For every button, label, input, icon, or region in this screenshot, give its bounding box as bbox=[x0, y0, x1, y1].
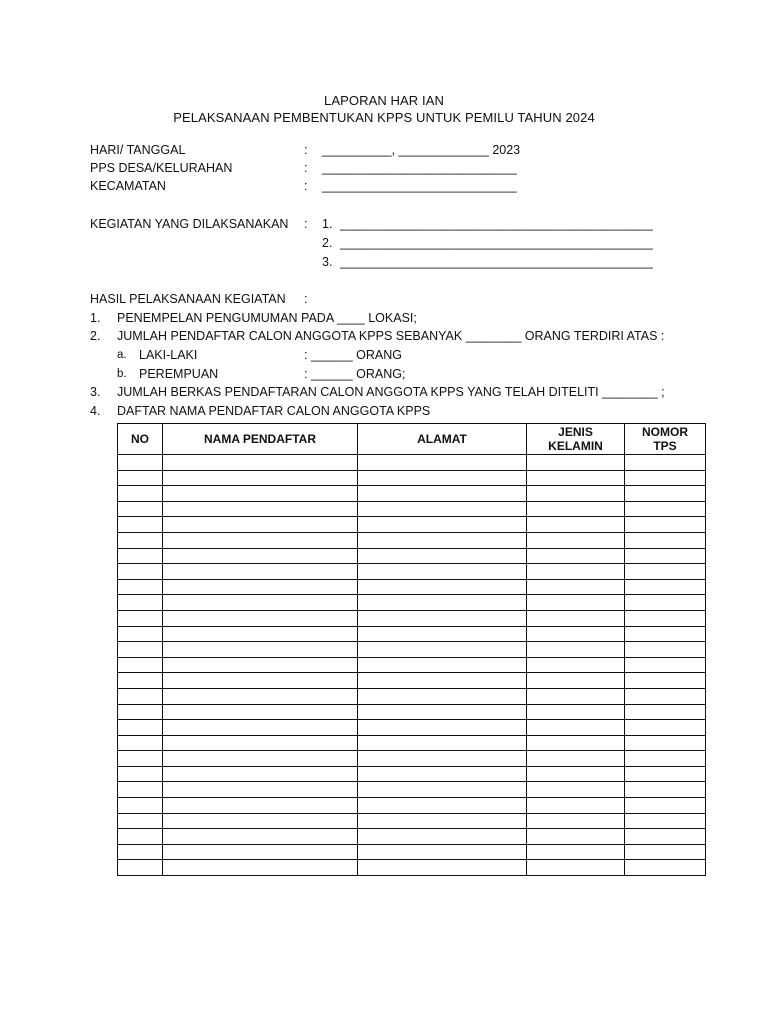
cell-jenis-kelamin[interactable] bbox=[527, 642, 625, 658]
cell-no[interactable] bbox=[118, 813, 163, 829]
sub-label: PEREMPUAN bbox=[139, 367, 219, 381]
cell-nama[interactable] bbox=[163, 517, 358, 533]
table-row bbox=[118, 688, 706, 704]
cell-nomor-tps[interactable] bbox=[625, 642, 706, 658]
cell-nama[interactable] bbox=[163, 688, 358, 704]
report-title: LAPORAN HAR IAN bbox=[324, 93, 444, 108]
cell-alamat[interactable] bbox=[358, 844, 527, 860]
cell-no[interactable] bbox=[118, 829, 163, 845]
cell-alamat[interactable] bbox=[358, 470, 527, 486]
cell-alamat[interactable] bbox=[358, 486, 527, 502]
cell-no[interactable] bbox=[118, 595, 163, 611]
sub-letter: a. bbox=[117, 349, 127, 361]
table-row bbox=[118, 626, 706, 642]
field-value-blank[interactable]: __________, _____________ 2023 bbox=[322, 143, 521, 157]
cell-nomor-tps[interactable] bbox=[625, 688, 706, 704]
table-row bbox=[118, 844, 706, 860]
cell-no[interactable] bbox=[118, 564, 163, 580]
cell-alamat[interactable] bbox=[358, 532, 527, 548]
cell-alamat[interactable] bbox=[358, 704, 527, 720]
cell-nama[interactable] bbox=[163, 829, 358, 845]
cell-no[interactable] bbox=[118, 579, 163, 595]
activity-number: 1. bbox=[322, 217, 333, 231]
cell-jenis-kelamin[interactable] bbox=[527, 532, 625, 548]
cell-jenis-kelamin[interactable] bbox=[527, 829, 625, 845]
cell-nama[interactable] bbox=[163, 860, 358, 876]
cell-alamat[interactable] bbox=[358, 688, 527, 704]
cell-alamat[interactable] bbox=[358, 501, 527, 517]
cell-nomor-tps[interactable] bbox=[625, 455, 706, 471]
cell-nama[interactable] bbox=[163, 782, 358, 798]
cell-alamat[interactable] bbox=[358, 626, 527, 642]
cell-alamat[interactable] bbox=[358, 829, 527, 845]
cell-jenis-kelamin[interactable] bbox=[527, 782, 625, 798]
cell-nama[interactable] bbox=[163, 813, 358, 829]
result-text: JUMLAH PENDAFTAR CALON ANGGOTA KPPS SEBANYAK ________ ORANG TERDIRI ATAS : bbox=[117, 329, 665, 343]
cell-no[interactable] bbox=[118, 766, 163, 782]
header-line: KELAMIN bbox=[548, 439, 603, 453]
cell-nomor-tps[interactable] bbox=[625, 720, 706, 736]
cell-jenis-kelamin[interactable] bbox=[527, 720, 625, 736]
table-row bbox=[118, 501, 706, 517]
table-row bbox=[118, 735, 706, 751]
cell-jenis-kelamin[interactable] bbox=[527, 751, 625, 767]
cell-no[interactable] bbox=[118, 844, 163, 860]
cell-nomor-tps[interactable] bbox=[625, 579, 706, 595]
cell-alamat[interactable] bbox=[358, 455, 527, 471]
field-label: KECAMATAN bbox=[90, 179, 166, 193]
cell-nomor-tps[interactable] bbox=[625, 751, 706, 767]
cell-jenis-kelamin[interactable] bbox=[527, 626, 625, 642]
table-row bbox=[118, 860, 706, 876]
cell-nama[interactable] bbox=[163, 798, 358, 814]
cell-nama[interactable] bbox=[163, 657, 358, 673]
activity-number: 2. bbox=[322, 236, 333, 250]
result-text: DAFTAR NAMA PENDAFTAR CALON ANGGOTA KPPS bbox=[117, 404, 431, 418]
table-row bbox=[118, 564, 706, 580]
field-value-blank[interactable]: ____________________________ bbox=[322, 179, 517, 193]
result-text: PENEMPELAN PENGUMUMAN PADA ____ LOKASI; bbox=[117, 311, 417, 325]
cell-nama[interactable] bbox=[163, 610, 358, 626]
cell-nama[interactable] bbox=[163, 673, 358, 689]
results-colon: : bbox=[304, 292, 308, 306]
sub-label: LAKI-LAKI bbox=[139, 348, 198, 362]
table-row bbox=[118, 766, 706, 782]
cell-jenis-kelamin[interactable] bbox=[527, 486, 625, 502]
cell-nomor-tps[interactable] bbox=[625, 564, 706, 580]
cell-jenis-kelamin[interactable] bbox=[527, 844, 625, 860]
cell-nama[interactable] bbox=[163, 564, 358, 580]
cell-nama[interactable] bbox=[163, 470, 358, 486]
cell-nomor-tps[interactable] bbox=[625, 626, 706, 642]
table-row bbox=[118, 486, 706, 502]
cell-no[interactable] bbox=[118, 798, 163, 814]
field-colon: : bbox=[304, 179, 308, 193]
cell-nama[interactable] bbox=[163, 720, 358, 736]
cell-no[interactable] bbox=[118, 642, 163, 658]
cell-no[interactable] bbox=[118, 532, 163, 548]
cell-nomor-tps[interactable] bbox=[625, 844, 706, 860]
cell-nomor-tps[interactable] bbox=[625, 595, 706, 611]
table-row bbox=[118, 673, 706, 689]
cell-no[interactable] bbox=[118, 470, 163, 486]
cell-nama[interactable] bbox=[163, 486, 358, 502]
cell-no[interactable] bbox=[118, 720, 163, 736]
sub-letter: b. bbox=[117, 368, 127, 380]
cell-nomor-tps[interactable] bbox=[625, 798, 706, 814]
cell-jenis-kelamin[interactable] bbox=[527, 860, 625, 876]
cell-nomor-tps[interactable] bbox=[625, 548, 706, 564]
table-row bbox=[118, 657, 706, 673]
cell-alamat[interactable] bbox=[358, 860, 527, 876]
table-row bbox=[118, 548, 706, 564]
col-header-no: NO bbox=[118, 424, 163, 455]
cell-jenis-kelamin[interactable] bbox=[527, 704, 625, 720]
cell-no[interactable] bbox=[118, 735, 163, 751]
cell-alamat[interactable] bbox=[358, 766, 527, 782]
activity-blank[interactable]: _____________________________________________ bbox=[340, 255, 653, 269]
header-line: JENIS bbox=[558, 425, 593, 439]
cell-alamat[interactable] bbox=[358, 813, 527, 829]
table-row bbox=[118, 704, 706, 720]
cell-nama[interactable] bbox=[163, 735, 358, 751]
cell-nama[interactable] bbox=[163, 704, 358, 720]
cell-jenis-kelamin[interactable] bbox=[527, 610, 625, 626]
sub-value-blank[interactable]: : ______ ORANG bbox=[304, 348, 402, 362]
cell-jenis-kelamin[interactable] bbox=[527, 564, 625, 580]
cell-jenis-kelamin[interactable] bbox=[527, 798, 625, 814]
cell-nomor-tps[interactable] bbox=[625, 829, 706, 845]
activity-blank[interactable]: _____________________________________________ bbox=[340, 217, 653, 231]
cell-alamat[interactable] bbox=[358, 657, 527, 673]
field-value-blank[interactable]: ____________________________ bbox=[322, 161, 517, 175]
cell-alamat[interactable] bbox=[358, 595, 527, 611]
cell-jenis-kelamin[interactable] bbox=[527, 470, 625, 486]
cell-nama[interactable] bbox=[163, 501, 358, 517]
table-row bbox=[118, 720, 706, 736]
field-colon: : bbox=[304, 143, 308, 157]
table-row bbox=[118, 642, 706, 658]
cell-nama[interactable] bbox=[163, 548, 358, 564]
cell-nomor-tps[interactable] bbox=[625, 517, 706, 533]
col-header-nomor-tps bbox=[625, 424, 706, 455]
activities-label: KEGIATAN YANG DILAKSANAKAN bbox=[90, 217, 289, 231]
cell-alamat[interactable] bbox=[358, 751, 527, 767]
cell-alamat[interactable] bbox=[358, 642, 527, 658]
cell-alamat[interactable] bbox=[358, 720, 527, 736]
cell-no[interactable] bbox=[118, 782, 163, 798]
cell-jenis-kelamin[interactable] bbox=[527, 548, 625, 564]
cell-nama[interactable] bbox=[163, 579, 358, 595]
table-row bbox=[118, 813, 706, 829]
result-number: 1. bbox=[90, 311, 101, 325]
cell-nomor-tps[interactable] bbox=[625, 673, 706, 689]
cell-no[interactable] bbox=[118, 455, 163, 471]
cell-alamat[interactable] bbox=[358, 798, 527, 814]
cell-nama[interactable] bbox=[163, 532, 358, 548]
cell-no[interactable] bbox=[118, 688, 163, 704]
table-row bbox=[118, 595, 706, 611]
table-row bbox=[118, 517, 706, 533]
cell-nomor-tps[interactable] bbox=[625, 766, 706, 782]
result-text: JUMLAH BERKAS PENDAFTARAN CALON ANGGOTA KPPS YANG TELAH DITELITI ________ ; bbox=[117, 385, 665, 399]
cell-jenis-kelamin[interactable] bbox=[527, 688, 625, 704]
col-header-alamat: ALAMAT bbox=[358, 424, 527, 455]
activity-number: 3. bbox=[322, 255, 333, 269]
cell-jenis-kelamin[interactable] bbox=[527, 766, 625, 782]
cell-jenis-kelamin[interactable] bbox=[527, 455, 625, 471]
col-header-nama: NAMA PENDAFTAR bbox=[163, 424, 358, 455]
cell-nomor-tps[interactable] bbox=[625, 470, 706, 486]
cell-nomor-tps[interactable] bbox=[625, 657, 706, 673]
cell-nomor-tps[interactable] bbox=[625, 782, 706, 798]
cell-nomor-tps[interactable] bbox=[625, 610, 706, 626]
activities-colon: : bbox=[304, 217, 308, 231]
cell-nama[interactable] bbox=[163, 766, 358, 782]
table-row bbox=[118, 455, 706, 471]
cell-no[interactable] bbox=[118, 548, 163, 564]
cell-nomor-tps[interactable] bbox=[625, 735, 706, 751]
cell-no[interactable] bbox=[118, 626, 163, 642]
cell-no[interactable] bbox=[118, 501, 163, 517]
table-row bbox=[118, 532, 706, 548]
field-label: HARI/ TANGGAL bbox=[90, 143, 186, 157]
registrant-table bbox=[117, 423, 706, 876]
table-body bbox=[118, 455, 706, 876]
cell-jenis-kelamin[interactable] bbox=[527, 595, 625, 611]
cell-jenis-kelamin[interactable] bbox=[527, 501, 625, 517]
sub-value-blank[interactable]: : ______ ORANG; bbox=[304, 367, 406, 381]
cell-nama[interactable] bbox=[163, 751, 358, 767]
header-line: NOMOR bbox=[642, 425, 688, 439]
cell-no[interactable] bbox=[118, 657, 163, 673]
cell-no[interactable] bbox=[118, 486, 163, 502]
cell-alamat[interactable] bbox=[358, 548, 527, 564]
cell-nama[interactable] bbox=[163, 642, 358, 658]
table-row bbox=[118, 829, 706, 845]
cell-no[interactable] bbox=[118, 704, 163, 720]
result-number: 4. bbox=[90, 404, 101, 418]
header-line: TPS bbox=[653, 439, 677, 453]
cell-jenis-kelamin[interactable] bbox=[527, 813, 625, 829]
cell-alamat[interactable] bbox=[358, 673, 527, 689]
cell-no[interactable] bbox=[118, 751, 163, 767]
field-colon: : bbox=[304, 161, 308, 175]
result-number: 3. bbox=[90, 385, 101, 399]
cell-no[interactable] bbox=[118, 673, 163, 689]
cell-jenis-kelamin[interactable] bbox=[527, 673, 625, 689]
cell-nomor-tps[interactable] bbox=[625, 486, 706, 502]
cell-nomor-tps[interactable] bbox=[625, 704, 706, 720]
table-row bbox=[118, 610, 706, 626]
cell-no[interactable] bbox=[118, 860, 163, 876]
table-row bbox=[118, 751, 706, 767]
cell-alamat[interactable] bbox=[358, 610, 527, 626]
results-label: HASIL PELAKSANAAN KEGIATAN bbox=[90, 292, 286, 306]
cell-nomor-tps[interactable] bbox=[625, 813, 706, 829]
field-label: PPS DESA/KELURAHAN bbox=[90, 161, 233, 175]
table-row bbox=[118, 798, 706, 814]
cell-alamat[interactable] bbox=[358, 782, 527, 798]
cell-nama[interactable] bbox=[163, 844, 358, 860]
table-row bbox=[118, 470, 706, 486]
activity-blank[interactable]: _____________________________________________ bbox=[340, 236, 653, 250]
cell-jenis-kelamin[interactable] bbox=[527, 517, 625, 533]
cell-nama[interactable] bbox=[163, 626, 358, 642]
cell-jenis-kelamin[interactable] bbox=[527, 735, 625, 751]
report-subtitle: PELAKSANAAN PEMBENTUKAN KPPS UNTUK PEMILU TAHUN 2024 bbox=[173, 110, 595, 125]
cell-nama[interactable] bbox=[163, 595, 358, 611]
cell-jenis-kelamin[interactable] bbox=[527, 579, 625, 595]
cell-nomor-tps[interactable] bbox=[625, 532, 706, 548]
table-row bbox=[118, 579, 706, 595]
col-header-jenis-kelamin bbox=[527, 424, 625, 455]
cell-no[interactable] bbox=[118, 517, 163, 533]
cell-nomor-tps[interactable] bbox=[625, 860, 706, 876]
result-number: 2. bbox=[90, 329, 101, 343]
cell-nomor-tps[interactable] bbox=[625, 501, 706, 517]
cell-alamat[interactable] bbox=[358, 564, 527, 580]
cell-alamat[interactable] bbox=[358, 517, 527, 533]
cell-jenis-kelamin[interactable] bbox=[527, 657, 625, 673]
cell-no[interactable] bbox=[118, 610, 163, 626]
cell-alamat[interactable] bbox=[358, 579, 527, 595]
table-header-row bbox=[118, 424, 706, 455]
cell-alamat[interactable] bbox=[358, 735, 527, 751]
table-row bbox=[118, 782, 706, 798]
cell-nama[interactable] bbox=[163, 455, 358, 471]
